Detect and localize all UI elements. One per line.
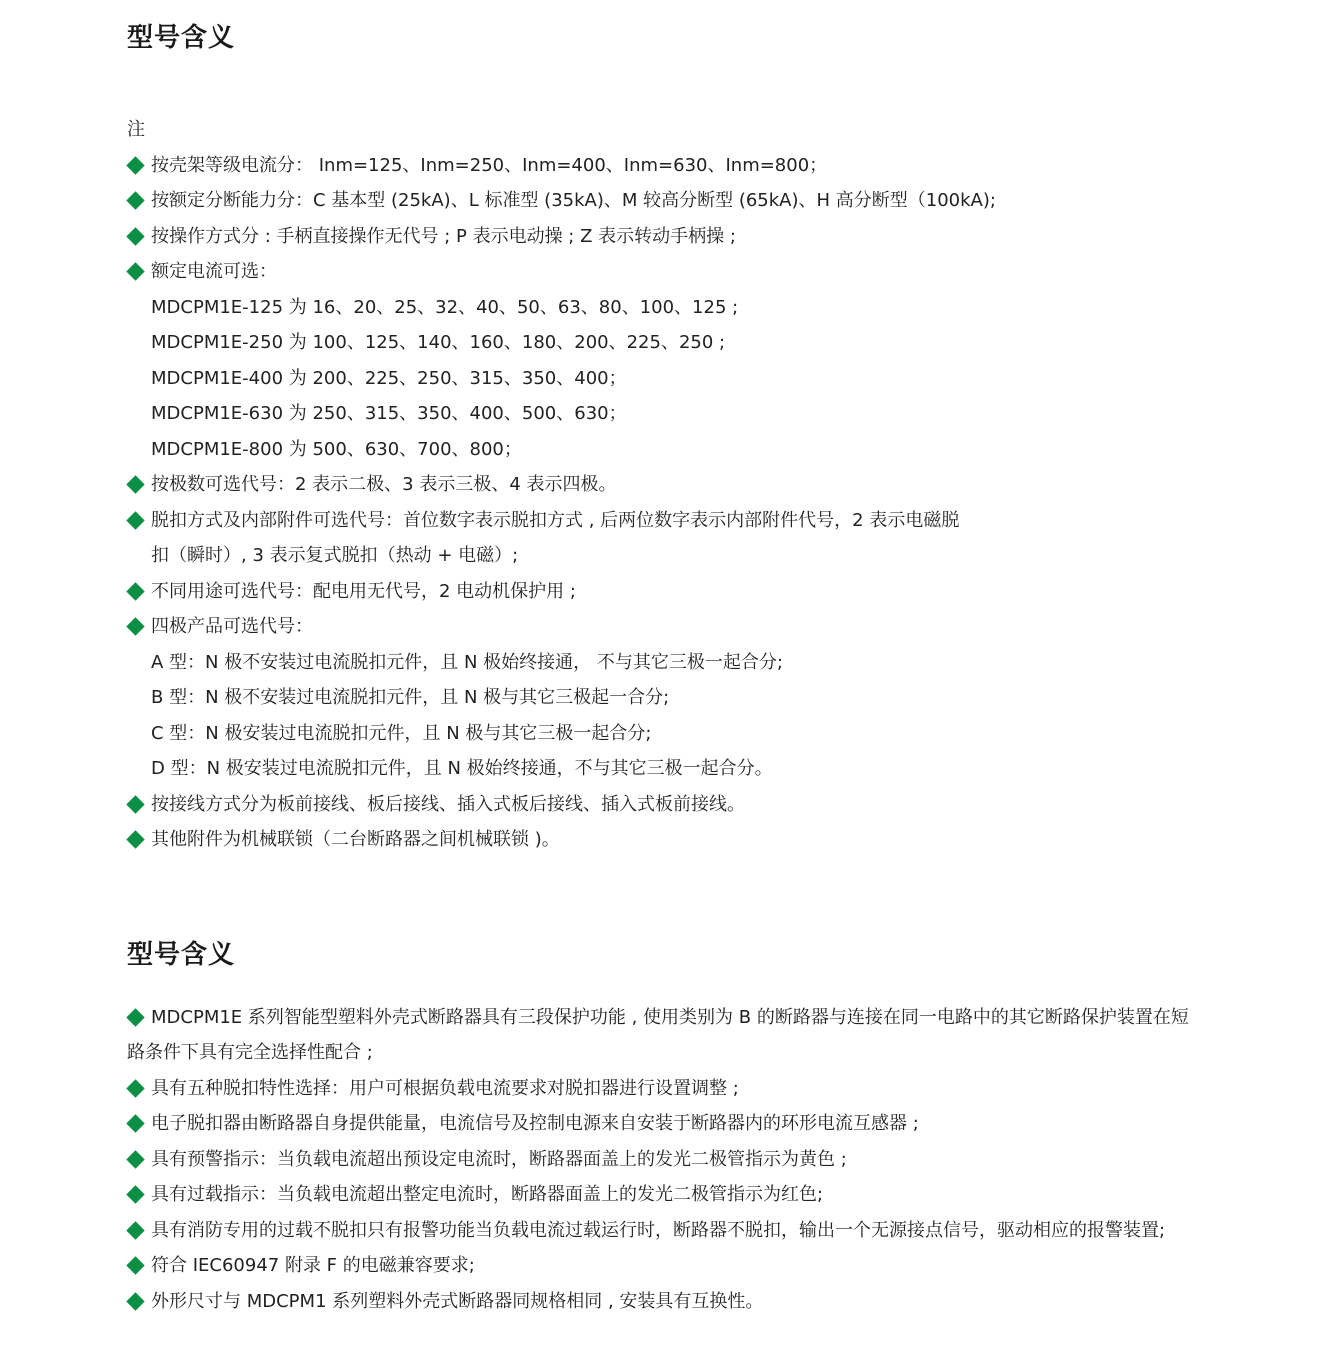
list-item (127, 609, 1217, 645)
list-item-text: 额定电流可选： (151, 261, 277, 282)
diamond-bullet-icon (126, 511, 144, 529)
list-item-text: 扣（瞬时）, 3 表示复式脱扣（热动 + 电磁）; (151, 545, 519, 566)
list-item-continuation (127, 396, 1217, 432)
section-title: 型号含义 (127, 939, 236, 970)
feature-item-text: 具有五种脱扣特性选择：用户可根据负载电流要求对脱扣器进行设置调整 ; (151, 1077, 739, 1099)
diamond-bullet-icon (126, 191, 144, 209)
feature-item-text: MDCPM1E 系列智能型塑料外壳式断路器具有三段保护功能 , 使用类别为 B 的断路器与连接在同一电路中的其它断路保护装置在短路条件下具有完全选择性配合 ; (127, 1006, 1189, 1063)
list-item (127, 574, 1217, 610)
diamond-bullet-icon (126, 795, 144, 813)
feature-item (127, 1284, 1217, 1320)
feature-item (127, 1106, 1217, 1142)
document-page (127, 0, 1217, 1319)
feature-item-text: 符合 IEC60947 附录 F 的电磁兼容要求; (151, 1255, 475, 1276)
feature-item (127, 1000, 1203, 1071)
list-item-text: MDCPM1E-800 为 500、630、700、800； (151, 438, 522, 460)
list-item-text: D 型：N 极安装过电流脱扣元件，且 N 极始终接通，不与其它三极一起合分。 (151, 758, 773, 779)
feature-item-text: 具有消防专用的过载不脱扣只有报警功能当负载电流过载运行时，断路器不脱扣，输出一个无源接点信号，驱动相应的报警装置; (151, 1219, 1166, 1241)
list-item-text: 其他附件为机械联锁（二台断路器之间机械联锁 )。 (151, 829, 560, 850)
list-item (127, 148, 1217, 184)
diamond-bullet-icon (126, 1008, 144, 1026)
diamond-bullet-icon (126, 617, 144, 635)
note-label: 注 (127, 119, 145, 140)
diamond-bullet-icon (126, 227, 144, 245)
list-item (127, 787, 1217, 823)
diamond-bullet-icon (126, 830, 144, 848)
feature-item (127, 1142, 1217, 1178)
feature-item (127, 1248, 1217, 1284)
feature-item-text: 电子脱扣器由断路器自身提供能量，电流信号及控制电源来自安装于断路器内的环形电流互感器 ; (151, 1113, 919, 1134)
list-item-text: 不同用途可选代号：配电用无代号，2 电动机保护用 ; (151, 580, 576, 602)
features-list (127, 1000, 1217, 1320)
list-item-text: MDCPM1E-630 为 250、315、350、400、500、630； (151, 403, 627, 424)
list-item-continuation (127, 290, 1217, 326)
diamond-bullet-icon (126, 1292, 144, 1310)
list-item-continuation (127, 751, 1217, 787)
list-item-text: MDCPM1E-250 为 100、125、140、160、180、200、225、250 ; (151, 332, 726, 353)
diamond-bullet-icon (126, 1256, 144, 1274)
list-item-text: MDCPM1E-400 为 200、225、250、315、350、400； (151, 367, 627, 389)
list-item-continuation (127, 645, 1217, 681)
section-title: 型号含义 (127, 23, 236, 53)
diamond-bullet-icon (126, 1150, 144, 1168)
list-item-text: 按接线方式分为板前接线、板后接线、插入式板后接线、插入式板前接线。 (151, 793, 745, 815)
list-item-text: MDCPM1E-125 为 16、20、25、32、40、50、63、80、100、125 ; (151, 296, 739, 318)
diamond-bullet-icon (126, 475, 144, 493)
feature-item-text: 具有预警指示：当负载电流超出预设定电流时，断路器面盖上的发光二极管指示为黄色 ; (151, 1148, 847, 1170)
list-item (127, 219, 1217, 255)
list-item-text: 按壳架等级电流分： Inm=125、Inm=250、Inm=400、Inm=630、Inm=800； (151, 154, 828, 176)
list-item-continuation (127, 432, 1217, 468)
model-meaning-list (127, 148, 1217, 858)
list-item-text: A 型：N 极不安装过电流脱扣元件，且 N 极始终接通， 不与其它三极一起合分; (151, 651, 783, 673)
diamond-bullet-icon (126, 582, 144, 600)
list-item (127, 822, 1217, 858)
feature-item (127, 1177, 1217, 1213)
list-item-continuation (127, 716, 1217, 752)
diamond-bullet-icon (126, 262, 144, 280)
list-item-continuation (127, 325, 1217, 361)
feature-item-text: 具有过载指示：当负载电流超出整定电流时，断路器面盖上的发光二极管指示为红色; (151, 1184, 824, 1205)
diamond-bullet-icon (126, 156, 144, 174)
list-item-text: 按额定分断能力分：C 基本型 (25kA)、L 标准型 (35kA)、M 较高分断型 (65kA)、H 高分断型（100kA); (151, 190, 996, 211)
feature-item (127, 1071, 1217, 1107)
diamond-bullet-icon (126, 1114, 144, 1132)
feature-item (127, 1213, 1203, 1249)
list-item-text: B 型：N 极不安装过电流脱扣元件，且 N 极与其它三极起一合分; (151, 687, 670, 708)
diamond-bullet-icon (126, 1079, 144, 1097)
list-item-text: 按操作方式分 : 手柄直接操作无代号 ; P 表示电动操 ; Z 表示转动手柄操 ; (151, 225, 736, 247)
list-item (127, 503, 1217, 539)
diamond-bullet-icon (126, 1221, 144, 1239)
list-item-text: 四极产品可选代号： (151, 616, 313, 637)
list-item-continuation (127, 538, 1217, 574)
list-item-text: C 型：N 极安装过电流脱扣元件，且 N 极与其它三极一起合分; (151, 722, 652, 744)
list-item-text: 脱扣方式及内部附件可选代号：首位数字表示脱扣方式 , 后两位数字表示内部附件代号，2 表示电磁脱 (151, 509, 960, 531)
list-item-continuation (127, 680, 1217, 716)
list-item (127, 183, 1217, 219)
list-item (127, 467, 1217, 503)
list-item-text: 按极数可选代号：2 表示二极、3 表示三极、4 表示四极。 (151, 474, 617, 495)
feature-item-text: 外形尺寸与 MDCPM1 系列塑料外壳式断路器同规格相同 , 安装具有互换性。 (151, 1290, 764, 1312)
list-item (127, 254, 1217, 290)
list-item-continuation (127, 361, 1217, 397)
diamond-bullet-icon (126, 1185, 144, 1203)
